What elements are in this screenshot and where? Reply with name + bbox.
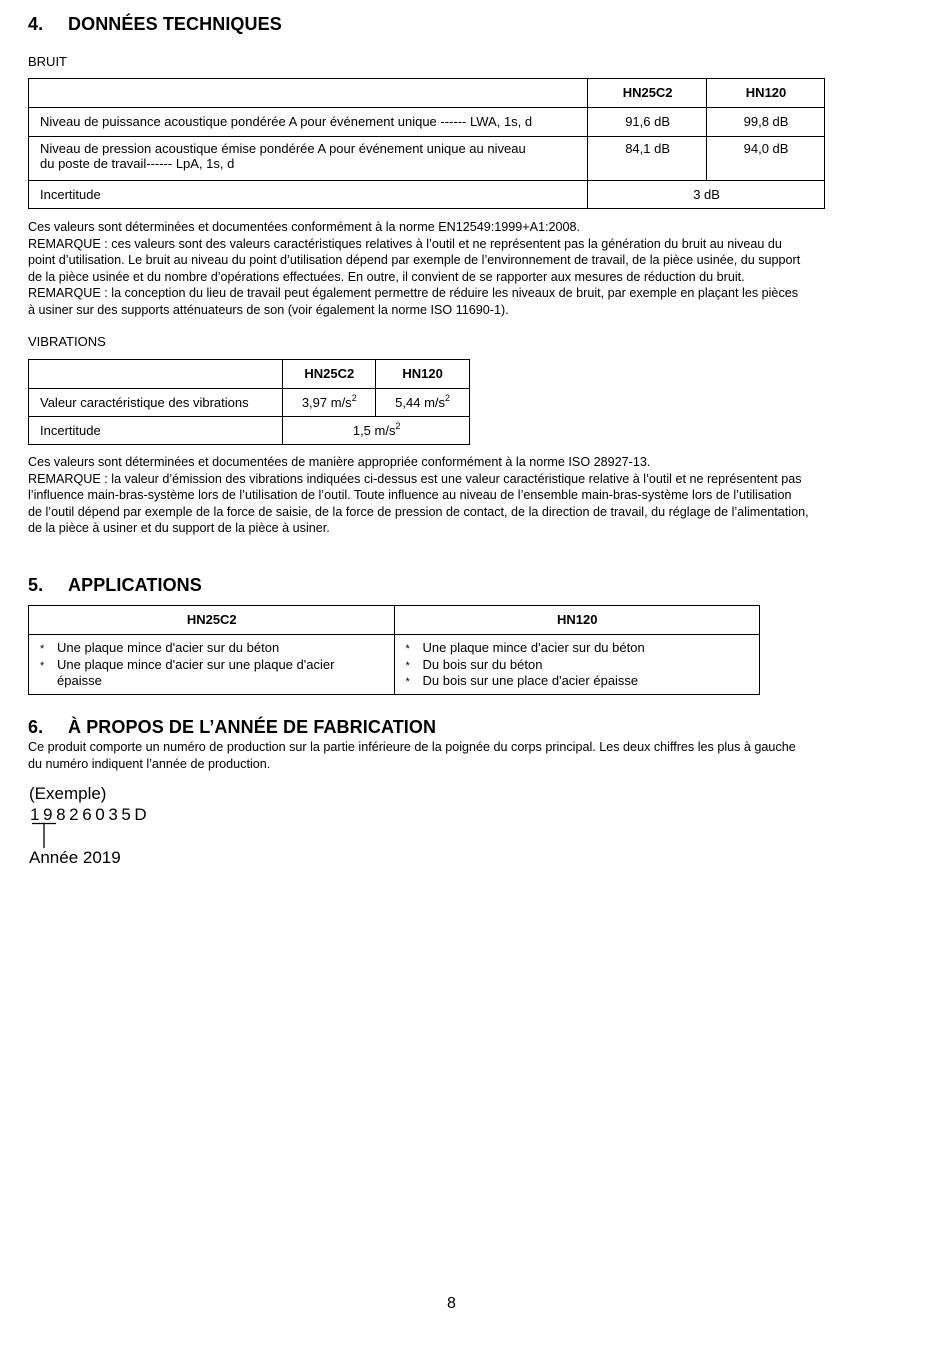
page-number: 8	[447, 1295, 456, 1312]
vibrations-note-line: REMARQUE : la valeur d’émission des vibrations indiquées ci-dessus est une valeur caractéristique relative à l’outil et ne représentent pas	[28, 471, 802, 486]
bruit-label: BRUIT	[28, 54, 67, 69]
vibrations-label: VIBRATIONS	[28, 334, 106, 349]
vibrations-note-line: Ces valeurs sont déterminées et documentées de manière appropriée conformément à la norme ISO 28927-13.	[28, 455, 651, 469]
vibrations-row-value	[29, 389, 470, 417]
section-5-number: 5.	[28, 575, 44, 595]
vibrations-notes	[28, 454, 898, 537]
section-4-heading	[28, 14, 282, 35]
applications-header-hn25c2: HN25C2	[29, 606, 395, 635]
exponent: 2	[395, 420, 401, 431]
bruit-row-lwa-hn120: 99,8 dB	[707, 108, 825, 137]
bruit-row-lwa-hn25c2: 91,6 dB	[588, 108, 707, 137]
section-4-number: 4.	[28, 14, 44, 34]
bruit-note-line: point d’utilisation. Le bruit au niveau du point d’utilisation dépend par exemple de l’environnement de travail, de la pièce usinée, du support	[28, 253, 801, 268]
vibrations-row-incertitude	[29, 417, 470, 445]
bruit-row-lpa	[29, 137, 825, 181]
bruit-header-hn120: HN120	[707, 79, 825, 108]
section-5-title: APPLICATIONS	[68, 575, 202, 595]
bruit-row-incertitude-value: 3 dB	[588, 181, 825, 209]
exponent: 2	[445, 392, 451, 403]
section-4-title: DONNÉES TECHNIQUES	[68, 14, 282, 34]
bruit-row-lpa-hn120: 94,0 dB	[707, 137, 825, 181]
bruit-row-incertitude	[29, 181, 825, 209]
applications-table	[28, 605, 760, 695]
applications-hn25c2-cell	[29, 635, 395, 695]
exponent: 2	[351, 392, 357, 403]
list-item: * Du bois sur une place d'acier épaisse	[406, 673, 750, 690]
bruit-note-line: REMARQUE : la conception du lieu de travail peut également permettre de réduire les niveaux de bruit, par exemple en plaçant les pièces	[28, 286, 799, 301]
vibrations-header-row	[29, 360, 470, 389]
vibrations-table	[28, 359, 470, 445]
bruit-row-lwa	[29, 108, 825, 137]
list-item-line: épaisse	[57, 673, 102, 688]
applications-hn25c2-list	[40, 640, 384, 690]
bruit-row-lpa-label-line1: Niveau de pression acoustique émise pondérée A pour événement unique au niveau	[40, 141, 526, 156]
vibrations-row-value-hn25c2	[283, 389, 376, 417]
example-number: 19826035D	[30, 805, 151, 824]
bruit-note-line: Ces valeurs sont déterminées et documentées conformément à la norme EN12549:1999+A1:2008.	[28, 220, 581, 234]
vibrations-header-empty	[29, 360, 283, 389]
vibrations-hn25c2-value: 3,97 m/s	[301, 395, 352, 410]
section-6-heading	[28, 717, 436, 738]
list-item: * Une plaque mince d'acier sur du béton	[40, 640, 384, 657]
bruit-table	[28, 78, 825, 209]
bruit-header-empty	[29, 79, 588, 108]
bruit-note-line: de la pièce usinée et du nombre d’opérations effectuées. En outre, il convient de se rapporter aux mesures de réduction du bruit.	[28, 269, 745, 284]
section-6-text-line: Ce produit comporte un numéro de production sur la partie inférieure de la poignée du corps principal. Les deux chiffres les plus à gauche	[28, 740, 796, 754]
vibrations-note-line: de l’outil dépend par exemple de la force de saisie, de la force de pression de contact, de la direction de travail, du réglage de l’alimentation,	[28, 504, 809, 519]
vibrations-incertitude-value: 1,5 m/s	[352, 423, 396, 438]
vibrations-header-hn25c2: HN25C2	[283, 360, 376, 389]
bruit-note-line: à usiner sur des supports atténuateurs de son (voir également la norme ISO 11690-1).	[28, 302, 509, 317]
vibrations-note-line: de la pièce à usiner et du support de la pièce à usiner.	[28, 521, 330, 536]
year-label: Année 2019	[29, 848, 121, 867]
vibrations-row-value-hn120	[376, 389, 470, 417]
vibrations-row-incertitude-value	[283, 417, 470, 445]
bruit-header-row	[29, 79, 825, 108]
list-item-line: Une plaque mince d'acier sur une plaque d'acier	[57, 656, 335, 672]
section-6-title: À PROPOS DE L’ANNÉE DE FABRICATION	[68, 717, 437, 737]
bruit-row-lpa-label	[29, 137, 588, 181]
section-6-number: 6.	[28, 717, 44, 737]
bruit-header-hn25c2: HN25C2	[588, 79, 707, 108]
bruit-note-line: REMARQUE : ces valeurs sont des valeurs caractéristiques relatives à l’outil et ne représentent pas la génération du bruit au niveau du	[28, 236, 782, 251]
list-item: * Du bois sur du béton	[406, 657, 750, 674]
applications-header-hn120: HN120	[394, 606, 760, 635]
vibrations-header-hn120: HN120	[376, 360, 470, 389]
applications-header-row	[29, 606, 760, 635]
bruit-notes	[28, 219, 888, 319]
bruit-row-lpa-hn25c2: 84,1 dB	[588, 137, 707, 181]
example-label: (Exemple)	[29, 784, 107, 803]
section-6-text-line: du numéro indiquent l’année de production.	[28, 756, 271, 771]
bruit-row-lwa-label: Niveau de puissance acoustique pondérée A pour événement unique ------ LWA, 1s, d	[29, 108, 588, 137]
applications-hn120-list	[406, 640, 750, 690]
applications-body-row	[29, 635, 760, 695]
list-item	[40, 657, 384, 690]
vibrations-row-incertitude-label: Incertitude	[29, 417, 283, 445]
list-item: * Une plaque mince d'acier sur du béton	[406, 640, 750, 657]
vibrations-row-value-label: Valeur caractéristique des vibrations	[29, 389, 283, 417]
section-5-heading	[28, 575, 202, 596]
vibrations-note-line: l’influence main-bras-système lors de l’utilisation de l’outil. Toute influence au niveau de l’ensemble main-bras-système lors de l’utilisation	[28, 488, 792, 503]
year-bracket-icon	[30, 822, 60, 850]
section-6-text	[28, 739, 898, 772]
vibrations-hn120-value: 5,44 m/s	[395, 395, 446, 410]
bruit-row-lpa-label-line2: du poste de travail------ LpA, 1s, d	[40, 156, 235, 171]
bruit-row-incertitude-label: Incertitude	[29, 181, 588, 209]
applications-hn120-cell	[394, 635, 760, 695]
